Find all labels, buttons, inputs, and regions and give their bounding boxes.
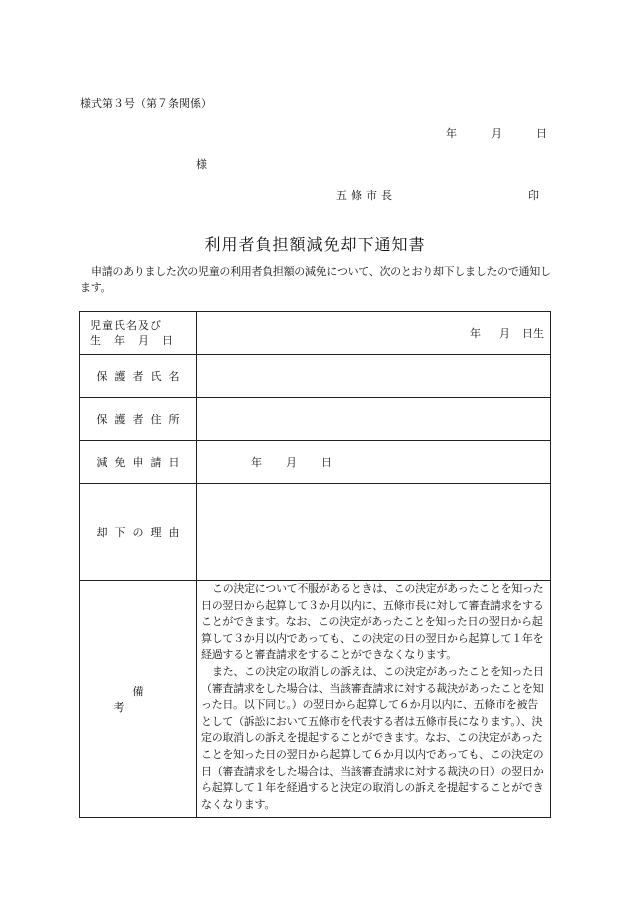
issue-date bbox=[446, 125, 547, 141]
application-date-label: 減免申請日 bbox=[80, 441, 197, 484]
issue-date-day: 日 bbox=[536, 127, 547, 140]
remarks-text bbox=[197, 581, 551, 818]
table-row-application-date bbox=[80, 441, 551, 484]
rejection-reason-label: 却下の理由 bbox=[80, 484, 197, 581]
application-date-field[interactable] bbox=[197, 441, 551, 484]
issue-date-month: 月 bbox=[491, 127, 502, 140]
app-day: 日 bbox=[321, 456, 332, 469]
remarks-paragraph-2: また、この決定の取消しの訴えは、この決定があったことを知った日（審査請求をした場合は、当該審査請求に対する裁決があったことを知った日。以下同じ。）の翌日から起算して６か月以内に、五條市を被告として（訴訟において五條市を代表する者は五條市長になります。）、決定の取消しの訴えを提起することができます。なお、この決定があったことを知った日の翌日から起算して６か月以内であっても、この決定の日（審査請求をした場合は、当該審査請求に対する裁決の日）の翌日から起算して１年を経過すると決定の取消しの訴えを提起することができなくなります。 bbox=[201, 664, 544, 811]
addressee-suffix: 様 bbox=[196, 158, 207, 171]
table-row-guardian-address bbox=[80, 398, 551, 441]
table-row-remarks bbox=[80, 581, 551, 818]
notice-table bbox=[79, 311, 551, 818]
birth-year: 年 bbox=[470, 327, 481, 340]
rejection-reason-field[interactable] bbox=[197, 484, 551, 581]
issue-date-year: 年 bbox=[446, 127, 457, 140]
table-row-guardian-name bbox=[80, 355, 551, 398]
app-month: 月 bbox=[286, 456, 297, 469]
remarks-paragraph-1: この決定について不服があるときは、この決定があったことを知った日の翌日から起算して３か月以内に、五條市長に対して審査請求をすることができます。なお、この決定があったことを知った日の翌日から起算して３か月以内であっても、この決定の日の翌日から起算して１年を経過すると審査請求をすることができなくなります。 bbox=[201, 582, 544, 662]
app-year: 年 bbox=[251, 456, 262, 469]
table-row-rejection-reason bbox=[80, 484, 551, 581]
child-birthdate-field[interactable] bbox=[197, 312, 551, 355]
table-row-child bbox=[80, 312, 551, 355]
document-title: 利用者負担額減免却下通知書 bbox=[204, 235, 426, 254]
child-label-line2: 生年月日 bbox=[90, 334, 186, 347]
guardian-address-field[interactable] bbox=[197, 398, 551, 441]
child-name-label bbox=[80, 312, 197, 355]
intro-text: 申請のありました次の児童の利用者負担額の減免について、次のとおり却下しましたので通知します。 bbox=[80, 265, 551, 294]
issuer-name: 五條市長 bbox=[336, 189, 396, 202]
child-label-line1: 児童氏名及び bbox=[90, 319, 162, 332]
remarks-label: 備考 bbox=[80, 581, 197, 818]
guardian-name-label: 保護者氏名 bbox=[80, 355, 197, 398]
form-number: 様式第３号（第７条関係） bbox=[80, 97, 212, 110]
seal-mark: 印 bbox=[528, 189, 539, 202]
birth-month: 月 bbox=[499, 327, 510, 340]
guardian-address-label: 保護者住所 bbox=[80, 398, 197, 441]
guardian-name-field[interactable] bbox=[197, 355, 551, 398]
birth-day: 日生 bbox=[522, 327, 544, 340]
